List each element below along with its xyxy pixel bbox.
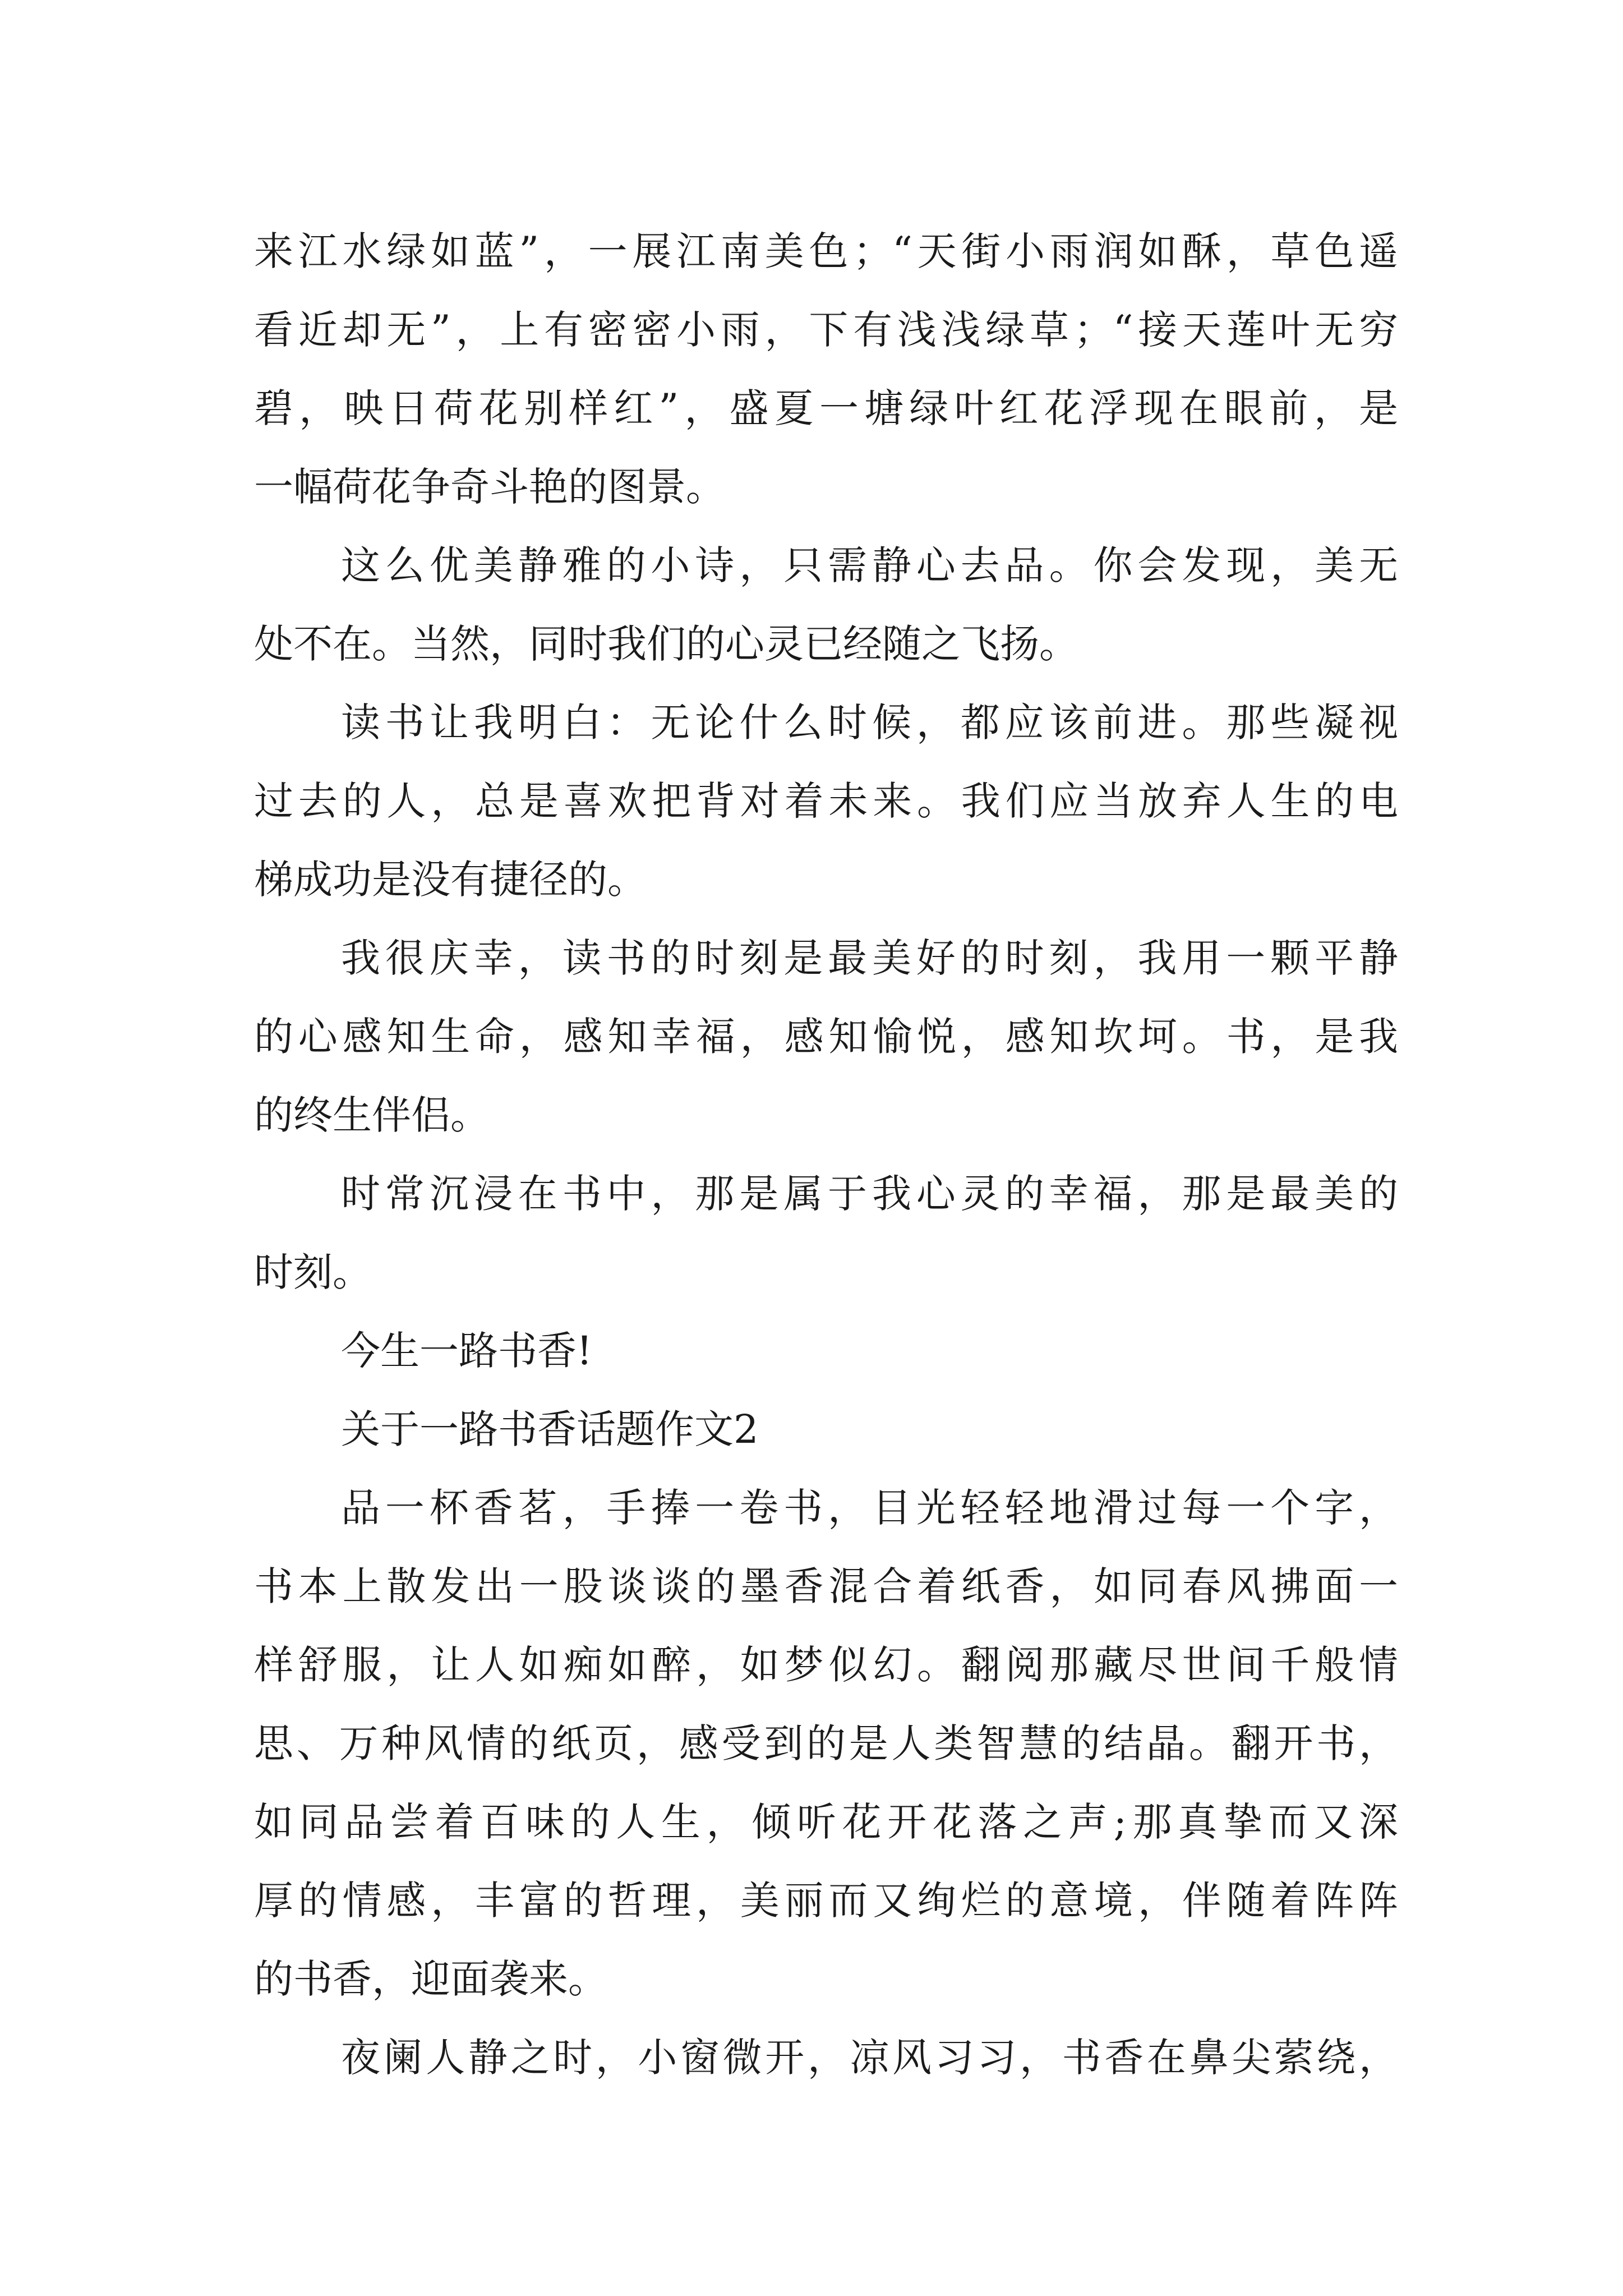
text-line: 看近却无”，上有密密小雨，下有浅浅绿草；“接天莲叶无穷	[254, 307, 1398, 353]
text-line: 如同品尝着百味的人生，倾听花开花落之声;那真挚而又深	[254, 1799, 1398, 1845]
text-line: 今生一路书香!	[341, 1328, 593, 1374]
text-line: 书本上散发出一股谈谈的墨香混合着纸香，如同春风拂面一	[254, 1563, 1398, 1609]
section-heading: 关于一路书香话题作文2	[341, 1406, 759, 1452]
text-line: 来江水绿如蓝”，一展江南美色；“天街小雨润如酥，草色遥	[254, 228, 1398, 274]
text-line: 厚的情感，丰富的哲理，美丽而又绚烂的意境，伴随着阵阵	[254, 1878, 1398, 1924]
text-line: 时刻。	[254, 1249, 372, 1295]
text-line: 品一杯香茗，手捧一卷书，目光轻轻地滑过每一个字，	[341, 1485, 1398, 1531]
text-line: 碧，映日荷花别样红”，盛夏一塘绿叶红花浮现在眼前，是	[254, 385, 1398, 431]
text-line: 的终生伴侣。	[254, 1092, 490, 1138]
text-line: 时常沉浸在书中，那是属于我心灵的幸福，那是最美的	[341, 1171, 1398, 1217]
text-line: 样舒服，让人如痴如醉，如梦似幻。翻阅那藏尽世间千般情	[254, 1642, 1398, 1688]
text-line: 读书让我明白：无论什么时候，都应该前进。那些凝视	[341, 700, 1398, 746]
text-line: 思、万种风情的纸页，感受到的是人类智慧的结晶。翻开书，	[254, 1720, 1398, 1766]
text-line: 梯成功是没有捷径的。	[254, 857, 647, 903]
text-line: 一幅荷花争奇斗艳的图景。	[254, 464, 725, 510]
text-line: 处不在。当然，同时我们的心灵已经随之飞扬。	[254, 621, 1078, 667]
essay-body	[254, 212, 1398, 2097]
text-line: 夜阑人静之时，小窗微开，凉风习习，书香在鼻尖萦绕，	[341, 2035, 1398, 2081]
text-line: 我很庆幸，读书的时刻是最美好的时刻，我用一颗平静	[341, 935, 1398, 981]
text-line: 这么优美静雅的小诗，只需静心去品。你会发现，美无	[341, 542, 1398, 588]
text-line: 的书香，迎面袭来。	[254, 1956, 607, 2002]
text-line: 的心感知生命，感知幸福，感知愉悦，感知坎坷。书，是我	[254, 1014, 1398, 1060]
text-line: 过去的人，总是喜欢把背对着未来。我们应当放弃人生的电	[254, 778, 1398, 824]
